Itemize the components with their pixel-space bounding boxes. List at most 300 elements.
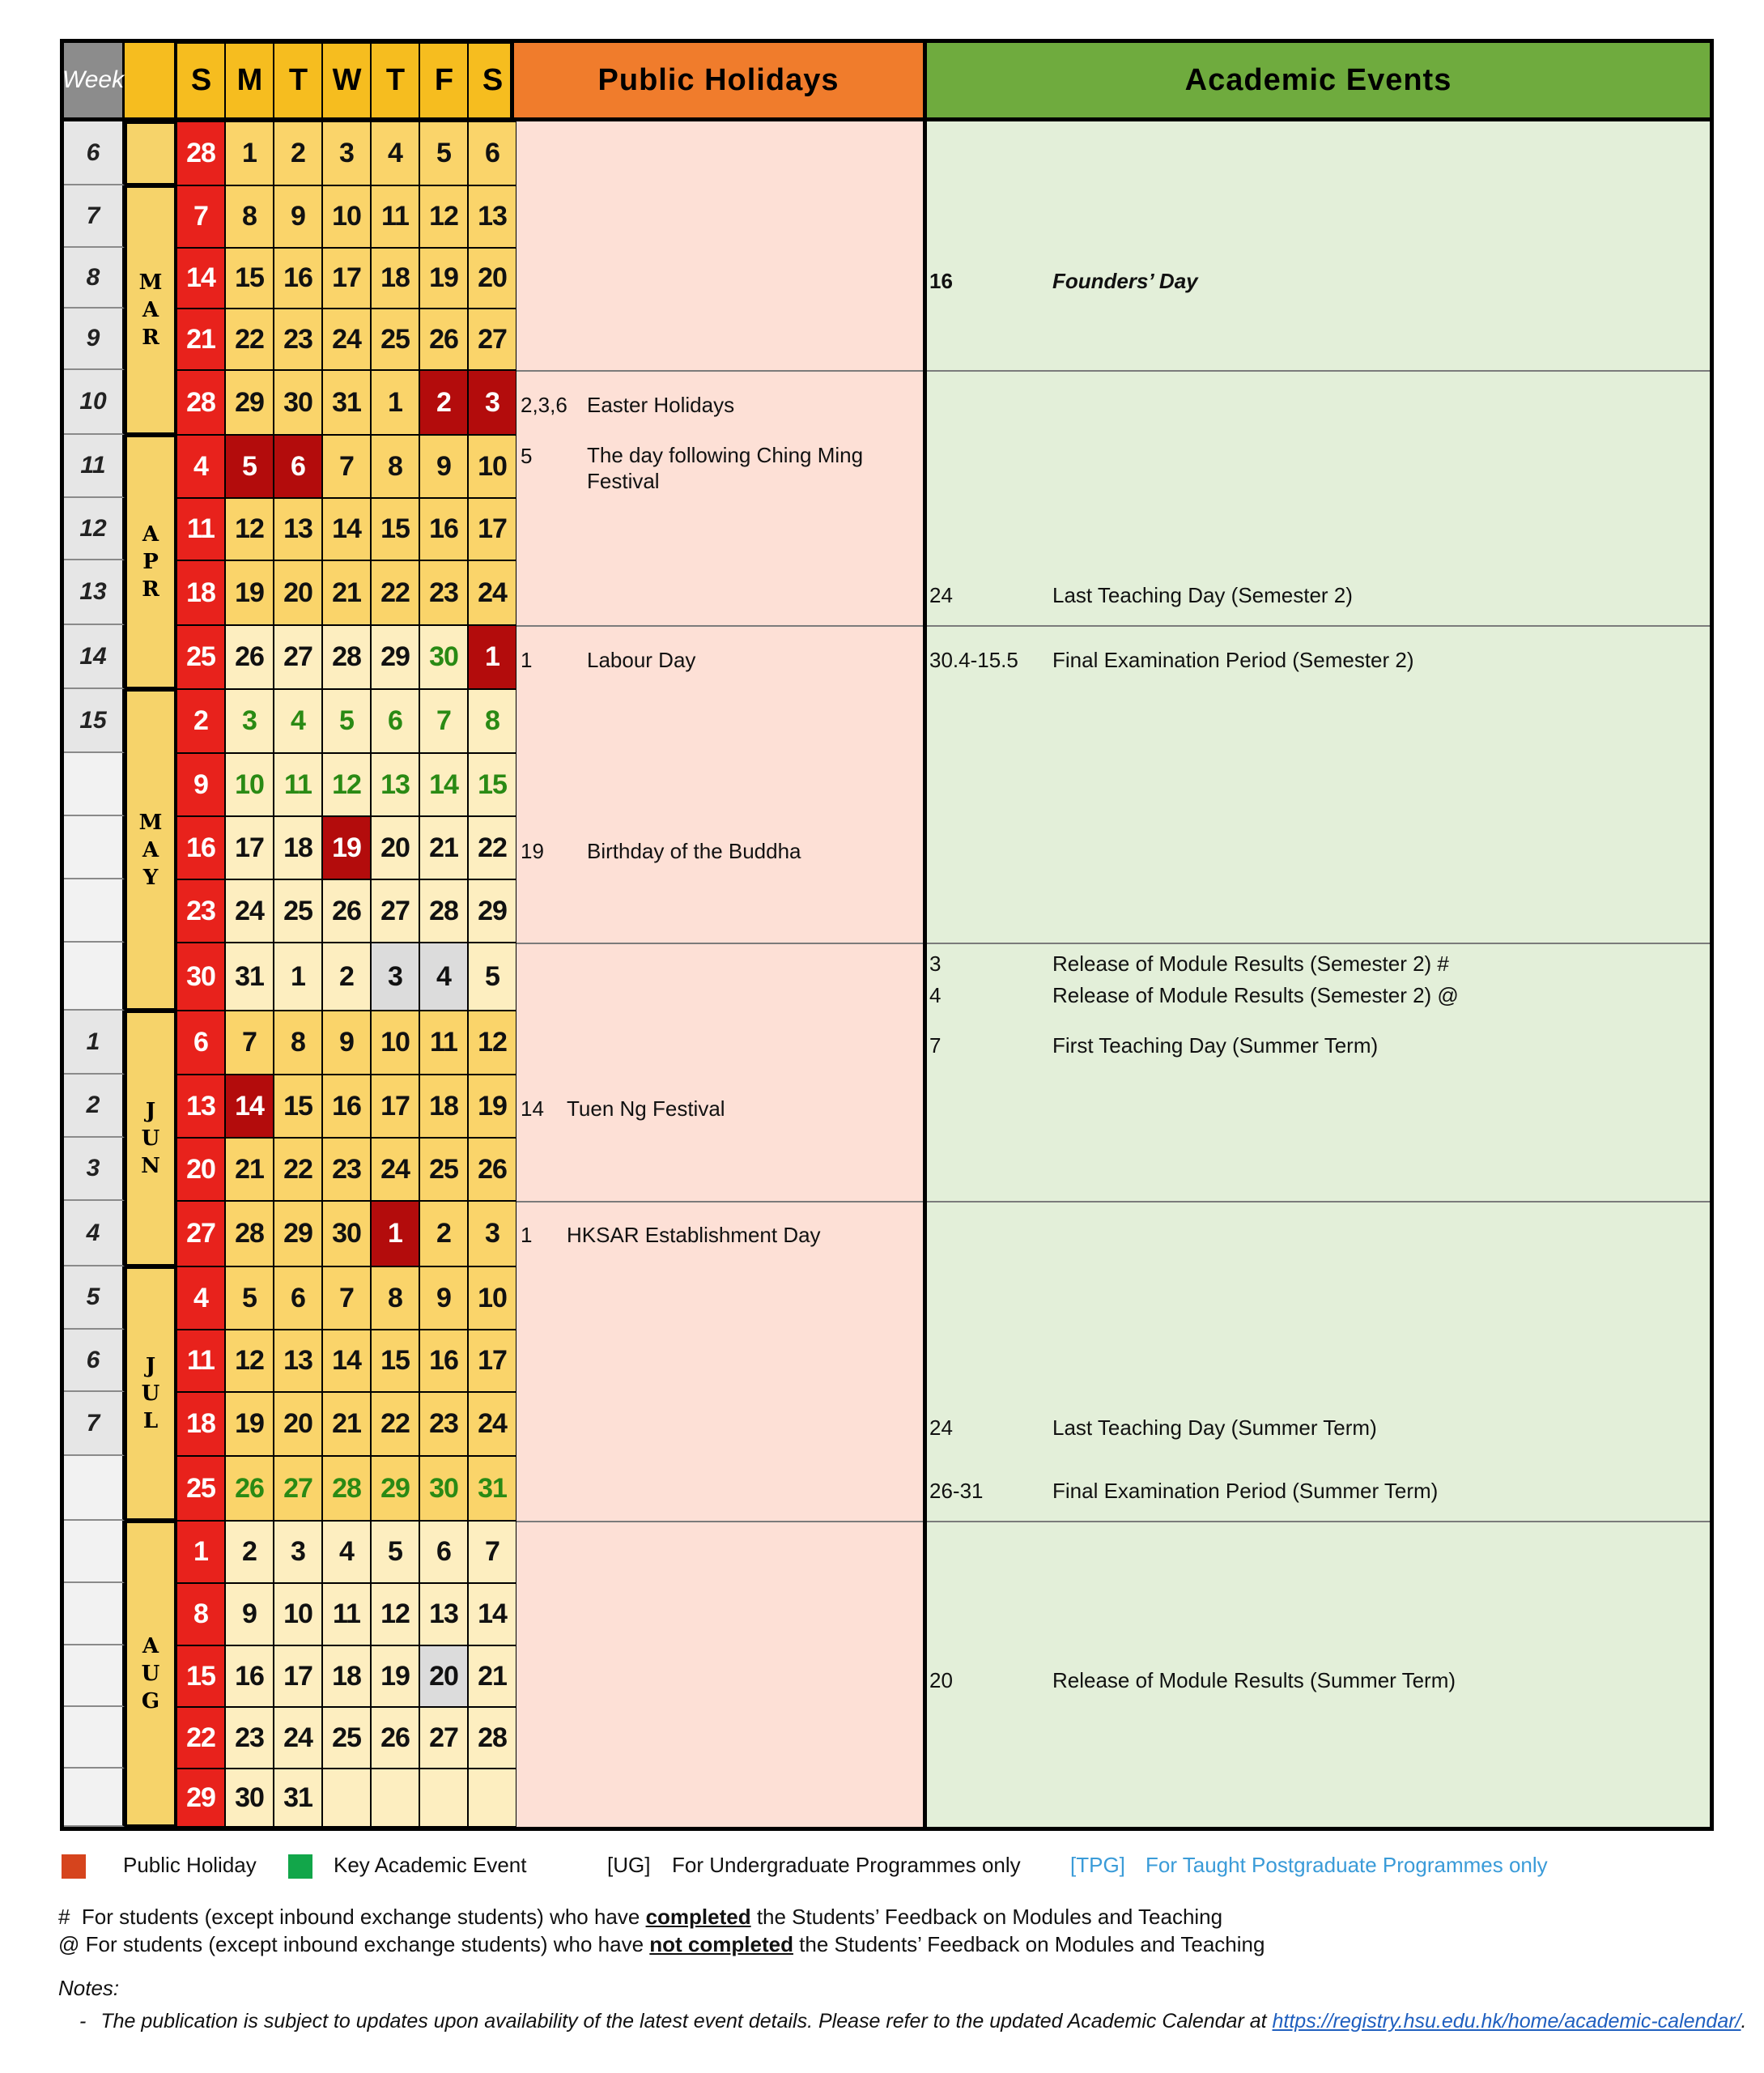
day-cell: 1: [274, 943, 322, 1011]
empty-day-cell: [322, 1769, 371, 1827]
day-cell: 27: [176, 1201, 225, 1266]
day-cell: 4: [371, 121, 419, 185]
day-cell: 30: [274, 370, 322, 435]
week-number: 10: [64, 370, 125, 435]
day-cell: 3: [468, 1201, 516, 1266]
holiday-name: Easter Holidays: [587, 393, 735, 417]
day-cell: 15: [468, 753, 516, 816]
week-number: 15: [64, 689, 125, 753]
empty-day-cell: [468, 1769, 516, 1827]
holiday-name: HKSAR Establishment Day: [567, 1223, 821, 1247]
day-cell: 6: [371, 689, 419, 753]
public-holidays-panel: [510, 121, 923, 1827]
event-name: Final Examination Period (Summer Term): [1052, 1479, 1439, 1503]
day-cell: 28: [322, 625, 371, 689]
day-cell: 29: [176, 1769, 225, 1827]
panel-divider: [927, 370, 1710, 372]
day-cell: 31: [274, 1769, 322, 1827]
footnote-completed-prefix: # For students (except inbound exchange students) who have: [58, 1905, 646, 1929]
panel-divider: [927, 943, 1710, 944]
day-header: M: [225, 43, 274, 121]
day-cell: 21: [468, 1645, 516, 1707]
day-cell: 22: [274, 1138, 322, 1201]
month-label: [125, 1266, 176, 1521]
day-cell: 22: [468, 816, 516, 879]
month-lead-cell: [125, 121, 176, 185]
day-cell: 29: [371, 1456, 419, 1521]
day-cell: 14: [322, 498, 371, 560]
day-cell: 13: [274, 498, 322, 560]
week-number: 11: [64, 435, 125, 498]
day-cell: 19: [468, 1075, 516, 1138]
day-cell: 12: [468, 1011, 516, 1075]
week-number: [64, 1769, 125, 1827]
week-number: 9: [64, 309, 125, 370]
day-cell: 1: [371, 370, 419, 435]
day-cell: 2: [274, 121, 322, 185]
day-cell: 26: [322, 879, 371, 943]
day-cell: 16: [419, 1330, 468, 1392]
day-cell: 9: [225, 1583, 274, 1645]
day-cell: 13: [176, 1075, 225, 1138]
day-cell: 20: [419, 1645, 468, 1707]
tpg-legend: For Taught Postgraduate Programmes only: [1146, 1853, 1548, 1877]
day-cell: 10: [468, 1266, 516, 1330]
day-cell: 19: [225, 1392, 274, 1456]
empty-day-cell: [419, 1769, 468, 1827]
day-cell: 21: [322, 560, 371, 625]
month-label: [125, 185, 176, 435]
day-cell: 14: [176, 248, 225, 309]
day-cell: 7: [419, 689, 468, 753]
day-cell: 30: [322, 1201, 371, 1266]
panel-divider: [514, 1521, 923, 1522]
day-cell: 28: [225, 1201, 274, 1266]
day-cell: 29: [468, 879, 516, 943]
day-cell: 8: [225, 185, 274, 248]
empty-day-cell: [371, 1769, 419, 1827]
day-cell: 3: [274, 1521, 322, 1583]
day-cell: 15: [371, 498, 419, 560]
day-cell: 25: [371, 309, 419, 370]
footnote-completed-emphasis: completed: [645, 1905, 751, 1929]
day-cell: 30: [419, 625, 468, 689]
day-cell: 6: [274, 435, 322, 498]
tpg-tag: [TPG]: [1070, 1853, 1125, 1877]
day-cell: 18: [322, 1645, 371, 1707]
public-holidays-title: Public Holidays: [597, 62, 839, 97]
holiday-name: Tuen Ng Festival: [567, 1096, 725, 1121]
event-name: Last Teaching Day (Semester 2): [1052, 583, 1353, 607]
month-label-text: JUL: [141, 1354, 160, 1433]
week-number: 3: [64, 1138, 125, 1201]
day-cell: 29: [371, 625, 419, 689]
week-number: [64, 1583, 125, 1645]
day-header: W: [322, 43, 371, 121]
notes-text: The publication is subject to updates upon availability of the latest event details. Please refer to the updated Academic Calendar at: [100, 2010, 1273, 2033]
day-cell: 8: [371, 1266, 419, 1330]
holiday-name: The day following Ching Ming Festival: [587, 443, 864, 493]
holiday-date: 1: [521, 648, 533, 672]
event-name: Release of Module Results (Summer Term): [1052, 1668, 1456, 1692]
day-cell: 11: [176, 498, 225, 560]
event-name: Founders’ Day: [1052, 269, 1198, 293]
day-cell: 6: [419, 1521, 468, 1583]
day-cell: 30: [225, 1769, 274, 1827]
week-number: 4: [64, 1201, 125, 1266]
day-cell: 24: [371, 1138, 419, 1201]
day-cell: 13: [468, 185, 516, 248]
week-header: [64, 43, 125, 121]
day-cell: 17: [371, 1075, 419, 1138]
day-cell: 1: [468, 625, 516, 689]
week-number: 1: [64, 1011, 125, 1075]
week-number: 12: [64, 498, 125, 560]
day-cell: 11: [322, 1583, 371, 1645]
event-date: 7: [929, 1033, 942, 1058]
day-cell: 5: [371, 1521, 419, 1583]
day-cell: 25: [322, 1707, 371, 1769]
week-header-label: Week: [62, 66, 125, 93]
week-number: [64, 1456, 125, 1521]
day-cell: 16: [274, 248, 322, 309]
day-cell: 28: [322, 1456, 371, 1521]
day-cell: 14: [225, 1075, 274, 1138]
day-cell: 14: [468, 1583, 516, 1645]
day-cell: 5: [225, 1266, 274, 1330]
footnote-not-completed-suffix: the Students’ Feedback on Modules and Teaching: [793, 1932, 1265, 1956]
day-cell: 21: [176, 309, 225, 370]
footnote-not-completed: [58, 1932, 1265, 1957]
day-cell: 23: [322, 1138, 371, 1201]
day-cell: 8: [371, 435, 419, 498]
day-cell: 29: [274, 1201, 322, 1266]
day-cell: 18: [371, 248, 419, 309]
week-number: 5: [64, 1266, 125, 1330]
day-cell: 28: [176, 370, 225, 435]
day-cell: 13: [371, 753, 419, 816]
day-cell: 11: [419, 1011, 468, 1075]
day-cell: 3: [468, 370, 516, 435]
day-cell: 10: [322, 185, 371, 248]
day-cell: 6: [274, 1266, 322, 1330]
panel-divider: [514, 625, 923, 627]
event-name: Release of Module Results (Semester 2) #: [1052, 951, 1449, 976]
day-cell: 15: [176, 1645, 225, 1707]
day-cell: 21: [419, 816, 468, 879]
day-cell: 4: [274, 689, 322, 753]
day-header: T: [371, 43, 419, 121]
day-cell: 6: [468, 121, 516, 185]
academic-calendar-link[interactable]: https://registry.hsu.edu.hk/home/academic-calendar/: [1272, 2010, 1741, 2033]
day-cell: 6: [176, 1011, 225, 1075]
panel-divider: [514, 370, 923, 372]
day-cell: 27: [419, 1707, 468, 1769]
day-cell: 1: [176, 1521, 225, 1583]
day-header: S: [176, 43, 225, 121]
panel-divider: [514, 943, 923, 944]
week-number: 7: [64, 185, 125, 248]
day-cell: 5: [419, 121, 468, 185]
holiday-date: 1: [521, 1223, 533, 1247]
day-cell: 30: [176, 943, 225, 1011]
footnote-not-completed-emphasis: not completed: [649, 1932, 793, 1956]
event-date: 26-31: [929, 1479, 984, 1503]
day-cell: 25: [176, 625, 225, 689]
holiday-date: 14: [521, 1096, 544, 1121]
day-cell: 10: [371, 1011, 419, 1075]
day-cell: 22: [176, 1707, 225, 1769]
day-cell: 29: [225, 370, 274, 435]
day-cell: 17: [468, 1330, 516, 1392]
event-name: Release of Module Results (Semester 2) @: [1052, 983, 1459, 1007]
academic-events-title: Academic Events: [1184, 62, 1452, 97]
notes-title: Notes:: [58, 1976, 120, 2000]
week-number: [64, 943, 125, 1011]
day-cell: 24: [322, 309, 371, 370]
day-cell: 11: [371, 185, 419, 248]
day-cell: 4: [322, 1521, 371, 1583]
day-cell: 5: [468, 943, 516, 1011]
day-cell: 5: [322, 689, 371, 753]
week-number: [64, 1521, 125, 1583]
week-number: [64, 753, 125, 816]
day-cell: 16: [322, 1075, 371, 1138]
day-cell: 3: [322, 121, 371, 185]
day-cell: 14: [419, 753, 468, 816]
holiday-date: 2,3,6: [521, 393, 567, 417]
day-cell: 2: [225, 1521, 274, 1583]
event-date: 3: [929, 951, 942, 976]
holiday-date: 5: [521, 444, 533, 468]
day-cell: 25: [176, 1456, 225, 1521]
day-cell: 8: [468, 689, 516, 753]
day-cell: 7: [225, 1011, 274, 1075]
ug-tag: [UG]: [607, 1853, 651, 1877]
day-cell: 14: [322, 1330, 371, 1392]
day-cell: 17: [274, 1645, 322, 1707]
day-cell: 25: [419, 1138, 468, 1201]
day-cell: 23: [274, 309, 322, 370]
day-cell: 23: [419, 1392, 468, 1456]
day-cell: 31: [322, 370, 371, 435]
day-cell: 26: [225, 625, 274, 689]
month-label-text: MAR: [138, 270, 163, 350]
day-cell: 16: [176, 816, 225, 879]
day-header: S: [468, 43, 516, 121]
event-name: First Teaching Day (Summer Term): [1052, 1033, 1379, 1058]
day-cell: 21: [322, 1392, 371, 1456]
month-header-spacer: [125, 43, 176, 121]
academic-events-header: [923, 43, 1710, 121]
day-cell: 12: [322, 753, 371, 816]
notes-end: .: [1741, 2010, 1747, 2033]
event-date: 24: [929, 1415, 953, 1440]
day-cell: 9: [274, 185, 322, 248]
day-cell: 26: [419, 309, 468, 370]
day-cell: 10: [274, 1583, 322, 1645]
day-cell: 16: [225, 1645, 274, 1707]
public-holiday-legend: Public Holiday: [123, 1853, 257, 1877]
week-number: 13: [64, 560, 125, 625]
week-number: 6: [64, 121, 125, 185]
event-name: Final Examination Period (Semester 2): [1052, 648, 1414, 672]
day-cell: 2: [322, 943, 371, 1011]
week-number: [64, 1707, 125, 1769]
day-cell: 31: [225, 943, 274, 1011]
holiday-name: Birthday of the Buddha: [587, 839, 801, 863]
panel-divider: [927, 1521, 1710, 1522]
day-cell: 8: [274, 1011, 322, 1075]
day-cell: 21: [225, 1138, 274, 1201]
day-cell: 24: [225, 879, 274, 943]
day-cell: 9: [419, 435, 468, 498]
day-cell: 12: [225, 498, 274, 560]
day-cell: 8: [176, 1583, 225, 1645]
week-number: 7: [64, 1392, 125, 1456]
day-cell: 1: [371, 1201, 419, 1266]
event-name: Last Teaching Day (Summer Term): [1052, 1415, 1377, 1440]
day-cell: 19: [225, 560, 274, 625]
day-cell: 10: [225, 753, 274, 816]
week-number: 14: [64, 625, 125, 689]
day-cell: 26: [468, 1138, 516, 1201]
public-holidays-header: [510, 43, 923, 121]
month-label: [125, 1521, 176, 1827]
day-cell: 20: [176, 1138, 225, 1201]
day-cell: 18: [176, 560, 225, 625]
day-cell: 9: [419, 1266, 468, 1330]
week-number: 6: [64, 1330, 125, 1392]
day-cell: 27: [468, 309, 516, 370]
week-number: [64, 816, 125, 879]
week-number: [64, 1645, 125, 1707]
footnote-completed: [58, 1905, 1222, 1930]
day-cell: 23: [225, 1707, 274, 1769]
day-cell: 17: [225, 816, 274, 879]
day-cell: 3: [225, 689, 274, 753]
day-cell: 28: [419, 879, 468, 943]
day-cell: 30: [419, 1456, 468, 1521]
day-cell: 18: [176, 1392, 225, 1456]
day-cell: 4: [419, 943, 468, 1011]
public-holiday-swatch: [62, 1854, 86, 1879]
day-header: T: [274, 43, 322, 121]
day-cell: 13: [274, 1330, 322, 1392]
day-cell: 7: [468, 1521, 516, 1583]
day-cell: 22: [371, 1392, 419, 1456]
event-date: 24: [929, 583, 953, 607]
day-cell: 20: [468, 248, 516, 309]
holiday-date: 19: [521, 839, 544, 863]
day-cell: 11: [176, 1330, 225, 1392]
event-date: 16: [929, 269, 953, 293]
day-cell: 24: [468, 1392, 516, 1456]
day-cell: 19: [322, 816, 371, 879]
month-label-text: APR: [142, 522, 159, 602]
key-academic-event-legend: Key Academic Event: [334, 1853, 527, 1877]
day-cell: 24: [468, 560, 516, 625]
day-cell: 15: [274, 1075, 322, 1138]
day-cell: 15: [371, 1330, 419, 1392]
day-cell: 16: [419, 498, 468, 560]
key-academic-event-swatch: [288, 1854, 312, 1879]
day-cell: 4: [176, 435, 225, 498]
day-cell: 15: [225, 248, 274, 309]
week-number: 8: [64, 248, 125, 309]
day-cell: 19: [419, 248, 468, 309]
footnote-not-completed-prefix: @ For students (except inbound exchange students) who have: [58, 1932, 650, 1956]
day-cell: 20: [274, 1392, 322, 1456]
holiday-name: Labour Day: [587, 648, 696, 672]
day-cell: 7: [322, 1266, 371, 1330]
day-cell: 2: [419, 1201, 468, 1266]
day-cell: 18: [419, 1075, 468, 1138]
panel-divider: [514, 1201, 923, 1203]
week-number: [64, 879, 125, 943]
month-label-text: AUG: [141, 1634, 160, 1713]
day-cell: 22: [225, 309, 274, 370]
month-label-text: JUN: [141, 1099, 160, 1178]
day-cell: 27: [371, 879, 419, 943]
day-cell: 2: [419, 370, 468, 435]
day-cell: 4: [176, 1266, 225, 1330]
day-cell: 10: [468, 435, 516, 498]
day-cell: 27: [274, 1456, 322, 1521]
day-cell: 31: [468, 1456, 516, 1521]
footnote-completed-suffix: the Students’ Feedback on Modules and Teaching: [750, 1905, 1223, 1929]
day-cell: 22: [371, 560, 419, 625]
day-cell: 5: [225, 435, 274, 498]
day-cell: 11: [274, 753, 322, 816]
day-cell: 26: [225, 1456, 274, 1521]
week-number: 2: [64, 1075, 125, 1138]
month-label: [125, 435, 176, 689]
day-cell: 23: [419, 560, 468, 625]
day-cell: 9: [322, 1011, 371, 1075]
day-cell: 23: [176, 879, 225, 943]
day-cell: 7: [322, 435, 371, 498]
day-cell: 13: [419, 1583, 468, 1645]
day-cell: 3: [371, 943, 419, 1011]
day-cell: 1: [225, 121, 274, 185]
day-cell: 17: [468, 498, 516, 560]
panel-divider: [927, 625, 1710, 627]
day-cell: 27: [274, 625, 322, 689]
day-cell: 12: [419, 185, 468, 248]
day-cell: 28: [176, 121, 225, 185]
day-cell: 24: [274, 1707, 322, 1769]
event-date: 4: [929, 983, 942, 1007]
day-cell: 12: [225, 1330, 274, 1392]
day-cell: 2: [176, 689, 225, 753]
day-cell: 12: [371, 1583, 419, 1645]
month-label: [125, 1011, 176, 1266]
panel-divider: [927, 1201, 1710, 1203]
day-cell: 20: [274, 560, 322, 625]
ug-legend: For Undergraduate Programmes only: [672, 1853, 1021, 1877]
day-cell: 28: [468, 1707, 516, 1769]
day-cell: 18: [274, 816, 322, 879]
event-date: 20: [929, 1668, 953, 1692]
month-label-text: MAY: [138, 810, 163, 890]
day-cell: 17: [322, 248, 371, 309]
day-cell: 25: [274, 879, 322, 943]
notes-bullet: -: [79, 2010, 87, 2033]
day-cell: 7: [176, 185, 225, 248]
notes-body: [79, 2010, 1746, 2033]
day-cell: 26: [371, 1707, 419, 1769]
